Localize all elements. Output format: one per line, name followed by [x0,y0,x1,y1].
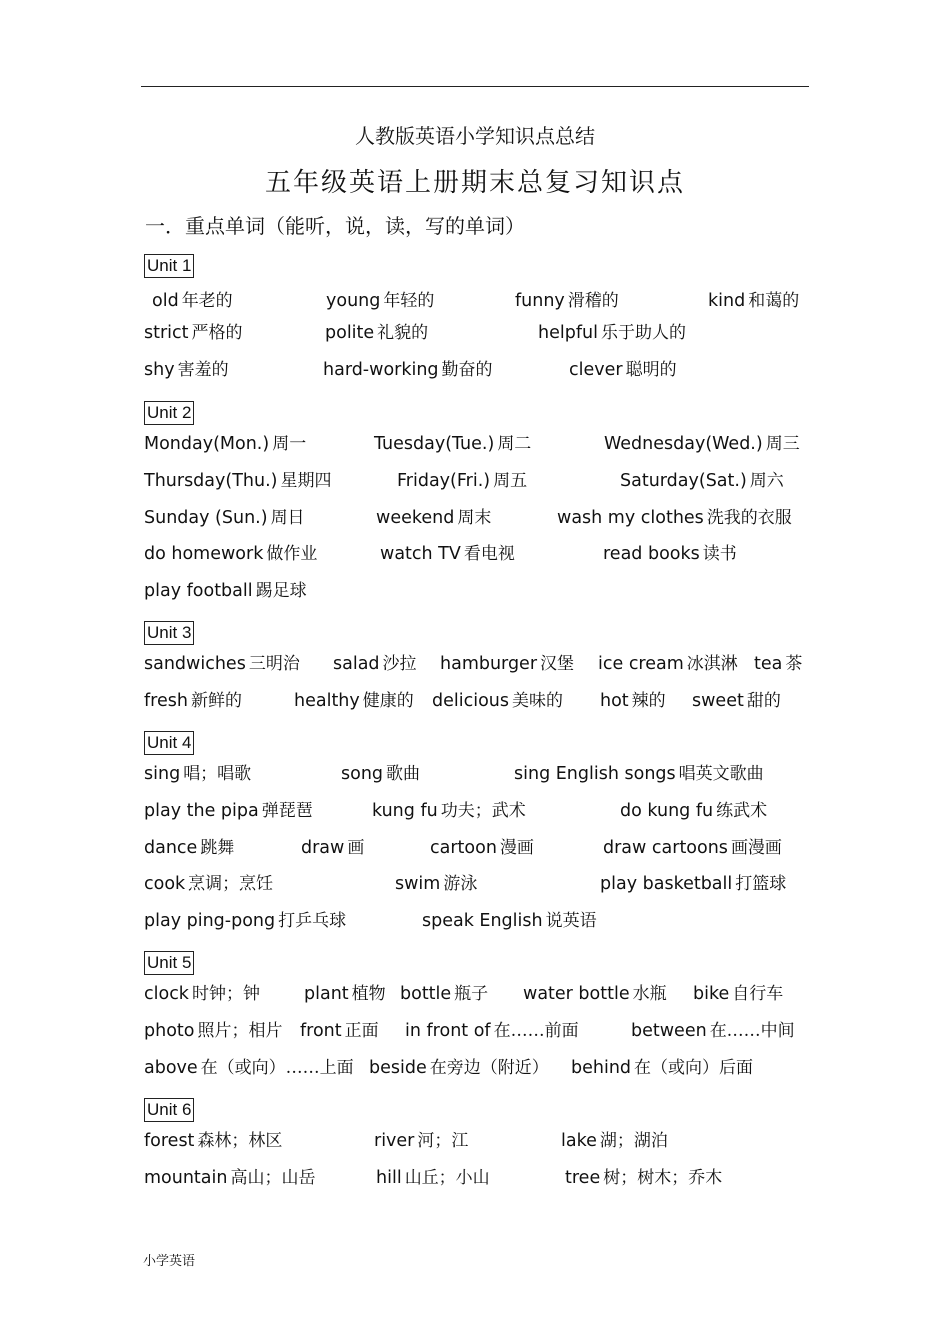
vocab-item [144,1129,282,1153]
unit-2-label: Unit 2 [144,401,194,425]
vocab-zh: 河；江 [417,1131,469,1151]
vocab-item [144,909,346,933]
vocab-zh: 自行车 [732,984,784,1004]
vocab-en: shy [144,360,175,380]
vocab-item [692,689,781,713]
vocab-item [144,506,305,530]
vocab-item [144,432,306,456]
vocab-zh: 年轻的 [383,291,435,311]
vocab-item [144,542,317,566]
vocab-zh: 山丘；小山 [404,1168,490,1188]
vocab-zh: 打篮球 [735,874,787,894]
vocab-item [374,1129,468,1153]
vocab-en: above [144,1058,198,1078]
vocab-item [144,469,331,493]
vocab-zh: 看电视 [463,544,515,564]
unit-5-row-2 [144,1019,824,1043]
vocab-zh: 周五 [493,471,528,491]
vocab-zh: 打乒乓球 [278,911,347,931]
vocab-item [600,689,666,713]
vocab-item [294,689,414,713]
unit-5-label: Unit 5 [144,951,194,975]
vocab-en: play football [144,581,253,601]
vocab-en: hamburger [440,654,538,674]
vocab-item [144,321,243,345]
vocab-en: cook [144,874,186,894]
vocab-item [144,836,234,860]
vocab-item [144,1056,354,1080]
vocab-zh: 说英语 [545,911,597,931]
unit-4-row-4 [144,872,824,896]
vocab-en: ice cream [598,654,684,674]
vocab-en: delicious [432,691,509,711]
vocab-zh: 滑稽的 [567,291,619,311]
unit-1-label: Unit 1 [144,254,194,278]
vocab-item [144,872,273,896]
vocab-zh: 湖；湖泊 [599,1131,668,1151]
vocab-zh: 茶 [785,654,803,674]
vocab-en: helpful [538,323,598,343]
vocab-item [144,1019,282,1043]
document-title: 人教版英语小学知识点总结 [355,124,595,148]
vocab-item [372,799,526,823]
unit-3-row-1 [144,652,824,676]
vocab-zh: 在旁边（附近） [429,1058,549,1078]
vocab-zh: 烹调；烹饪 [188,874,274,894]
vocab-item [514,762,764,786]
vocab-en: beside [369,1058,427,1078]
unit-1-row-3 [144,358,824,382]
vocab-item [620,469,784,493]
vocab-item [333,652,417,676]
vocab-en: photo [144,1021,195,1041]
vocab-en: do kung fu [620,801,714,821]
vocab-item [754,652,802,676]
vocab-zh: 读书 [702,544,737,564]
vocab-zh: 周六 [749,471,784,491]
vocab-item [620,799,767,823]
vocab-en: kind [708,291,746,311]
vocab-item [323,358,493,382]
vocab-zh: 健康的 [362,691,414,711]
vocab-item [144,982,260,1006]
vocab-en: sandwiches [144,654,246,674]
vocab-zh: 做作业 [266,544,318,564]
vocab-item [432,689,563,713]
vocab-en: dance [144,838,198,858]
vocab-zh: 沙拉 [382,654,417,674]
section-heading: 一．重点单词（能听，说，读，写的单词） [145,214,525,238]
vocab-item [430,836,534,860]
vocab-en: sweet [692,691,744,711]
vocab-en: polite [325,323,375,343]
unit-2-row-2 [144,469,824,493]
vocab-en: healthy [294,691,360,711]
vocab-en: Monday(Mon.) [144,434,270,454]
vocab-zh: 和蔼的 [748,291,800,311]
vocab-en: sing [144,764,181,784]
vocab-en: young [326,291,381,311]
vocab-en: water bottle [523,984,630,1004]
document-subtitle: 五年级英语上册期末总复习知识点 [264,168,685,198]
vocab-zh: 功夫；武术 [440,801,526,821]
vocab-zh: 在（或向）……上面 [200,1058,354,1078]
unit-6-row-2 [144,1166,824,1190]
vocab-en: salad [333,654,380,674]
unit-4-row-2 [144,799,824,823]
vocab-en: between [631,1021,707,1041]
vocab-en: tree [565,1168,601,1188]
vocab-zh: 美味的 [512,691,563,711]
vocab-en: song [341,764,384,784]
vocab-zh: 水瓶 [632,984,667,1004]
vocab-zh: 漫画 [499,838,534,858]
vocab-item [144,1166,315,1190]
vocab-item [603,542,737,566]
vocab-zh: 周二 [497,434,532,454]
vocab-en: weekend [376,508,455,528]
vocab-item [538,321,686,345]
unit-1-row-2 [144,321,824,345]
vocab-zh: 照片；相片 [197,1021,283,1041]
vocab-item [144,799,313,823]
vocab-en: Friday(Fri.) [397,471,491,491]
vocab-zh: 周末 [457,508,492,528]
vocab-item [600,872,786,896]
vocab-en: draw [301,838,345,858]
vocab-zh: 年老的 [181,291,233,311]
vocab-zh: 植物 [351,984,386,1004]
vocab-item [397,469,527,493]
unit-5-row-1 [144,982,824,1006]
vocab-item [557,506,792,530]
vocab-en: hot [600,691,629,711]
vocab-zh: 弹琵琶 [261,801,313,821]
vocab-en: sing English songs [514,764,676,784]
vocab-item [369,1056,549,1080]
vocab-en: watch TV [380,544,461,564]
vocab-en: draw cartoons [603,838,728,858]
vocab-item [300,1019,379,1043]
vocab-zh: 严格的 [191,323,243,343]
vocab-en: clever [569,360,623,380]
vocab-en: play the pipa [144,801,259,821]
vocab-zh: 乐于助人的 [600,323,686,343]
vocab-zh: 正面 [344,1021,379,1041]
vocab-en: lake [561,1131,597,1151]
vocab-zh: 练武术 [716,801,768,821]
vocab-item [380,542,515,566]
unit-6-row-1 [144,1129,824,1153]
vocab-zh: 踢足球 [255,581,307,601]
vocab-zh: 三明治 [248,654,300,674]
vocab-zh: 勤奋的 [441,360,493,380]
vocab-en: old [152,291,179,311]
unit-4-row-5 [144,909,824,933]
vocab-zh: 冰淇淋 [686,654,738,674]
vocab-en: Wednesday(Wed.) [604,434,763,454]
vocab-item [603,836,782,860]
vocab-item [395,872,477,896]
vocab-en: speak English [422,911,543,931]
unit-4-row-3 [144,836,824,860]
unit-2-row-5 [144,579,824,603]
vocab-en: read books [603,544,700,564]
vocab-en: wash my clothes [557,508,704,528]
vocab-en: behind [571,1058,632,1078]
vocab-en: play basketball [600,874,733,894]
vocab-zh: 树；树木；乔木 [603,1168,723,1188]
vocab-en: bike [693,984,730,1004]
vocab-zh: 高山；山岳 [230,1168,316,1188]
unit-6-label: Unit 6 [144,1098,194,1122]
page-footer: 小学英语 [143,1254,196,1269]
vocab-zh: 害羞的 [177,360,229,380]
vocab-item [376,506,491,530]
vocab-item [301,836,364,860]
vocab-en: swim [395,874,441,894]
vocab-zh: 周日 [270,508,305,528]
vocab-zh: 在……前面 [493,1021,579,1041]
vocab-zh: 新鲜的 [190,691,242,711]
vocab-en: clock [144,984,189,1004]
vocab-en: cartoon [430,838,497,858]
vocab-item [604,432,800,456]
vocab-item [152,289,233,313]
vocab-en: bottle [400,984,452,1004]
vocab-en: funny [515,291,565,311]
vocab-zh: 星期四 [280,471,332,491]
vocab-en: forest [144,1131,195,1151]
vocab-zh: 礼貌的 [377,323,429,343]
vocab-item [571,1056,753,1080]
vocab-item [565,1166,722,1190]
vocab-item [561,1129,668,1153]
vocab-item [515,289,619,313]
vocab-zh: 辣的 [631,691,666,711]
vocab-en: Saturday(Sat.) [620,471,747,491]
vocab-zh: 周一 [272,434,307,454]
vocab-item [440,652,574,676]
vocab-en: strict [144,323,189,343]
vocab-item [708,289,799,313]
unit-3-label: Unit 3 [144,621,194,645]
vocab-item [569,358,677,382]
vocab-item [376,1166,490,1190]
vocab-item [631,1019,795,1043]
vocab-item [405,1019,579,1043]
vocab-en: in front of [405,1021,491,1041]
vocab-zh: 洗我的衣服 [706,508,792,528]
vocab-en: Sunday (Sun.) [144,508,268,528]
vocab-en: Tuesday(Tue.) [374,434,495,454]
vocab-item [144,689,242,713]
vocab-item [144,652,300,676]
vocab-zh: 瓶子 [454,984,489,1004]
vocab-item [304,982,386,1006]
vocab-zh: 唱英文歌曲 [678,764,764,784]
vocab-en: fresh [144,691,188,711]
unit-5-row-3 [144,1056,824,1080]
vocab-en: hard-working [323,360,439,380]
vocab-zh: 在（或向）后面 [634,1058,754,1078]
vocab-zh: 在……中间 [709,1021,795,1041]
unit-1-row-1 [144,289,824,313]
vocab-item [326,289,434,313]
header-rule [141,86,809,87]
vocab-zh: 时钟；钟 [191,984,260,1004]
vocab-en: front [300,1021,342,1041]
vocab-en: river [374,1131,415,1151]
vocab-item [144,358,229,382]
vocab-zh: 游泳 [443,874,478,894]
unit-4-row-1 [144,762,824,786]
vocab-en: hill [376,1168,402,1188]
unit-4-label: Unit 4 [144,731,194,755]
vocab-en: Thursday(Thu.) [144,471,278,491]
vocab-zh: 甜的 [746,691,781,711]
vocab-zh: 歌曲 [386,764,421,784]
vocab-item [374,432,531,456]
vocab-zh: 周三 [765,434,800,454]
vocab-item [598,652,738,676]
unit-2-row-3 [144,506,824,530]
vocab-zh: 汉堡 [540,654,575,674]
vocab-zh: 森林；林区 [197,1131,283,1151]
vocab-item [422,909,597,933]
vocab-en: do homework [144,544,264,564]
vocab-item [325,321,428,345]
unit-2-row-1 [144,432,824,456]
unit-2-row-4 [144,542,824,566]
unit-3-row-2 [144,689,824,713]
vocab-zh: 画漫画 [730,838,782,858]
vocab-item [693,982,783,1006]
vocab-item [144,579,307,603]
vocab-zh: 聪明的 [625,360,677,380]
vocab-item [400,982,488,1006]
vocab-en: play ping-pong [144,911,276,931]
vocab-item [144,762,251,786]
vocab-zh: 唱；唱歌 [183,764,252,784]
vocab-en: mountain [144,1168,228,1188]
vocab-item [341,762,420,786]
vocab-en: tea [754,654,783,674]
vocab-en: kung fu [372,801,438,821]
vocab-zh: 跳舞 [200,838,235,858]
vocab-en: plant [304,984,349,1004]
vocab-item [523,982,667,1006]
vocab-zh: 画 [347,838,365,858]
